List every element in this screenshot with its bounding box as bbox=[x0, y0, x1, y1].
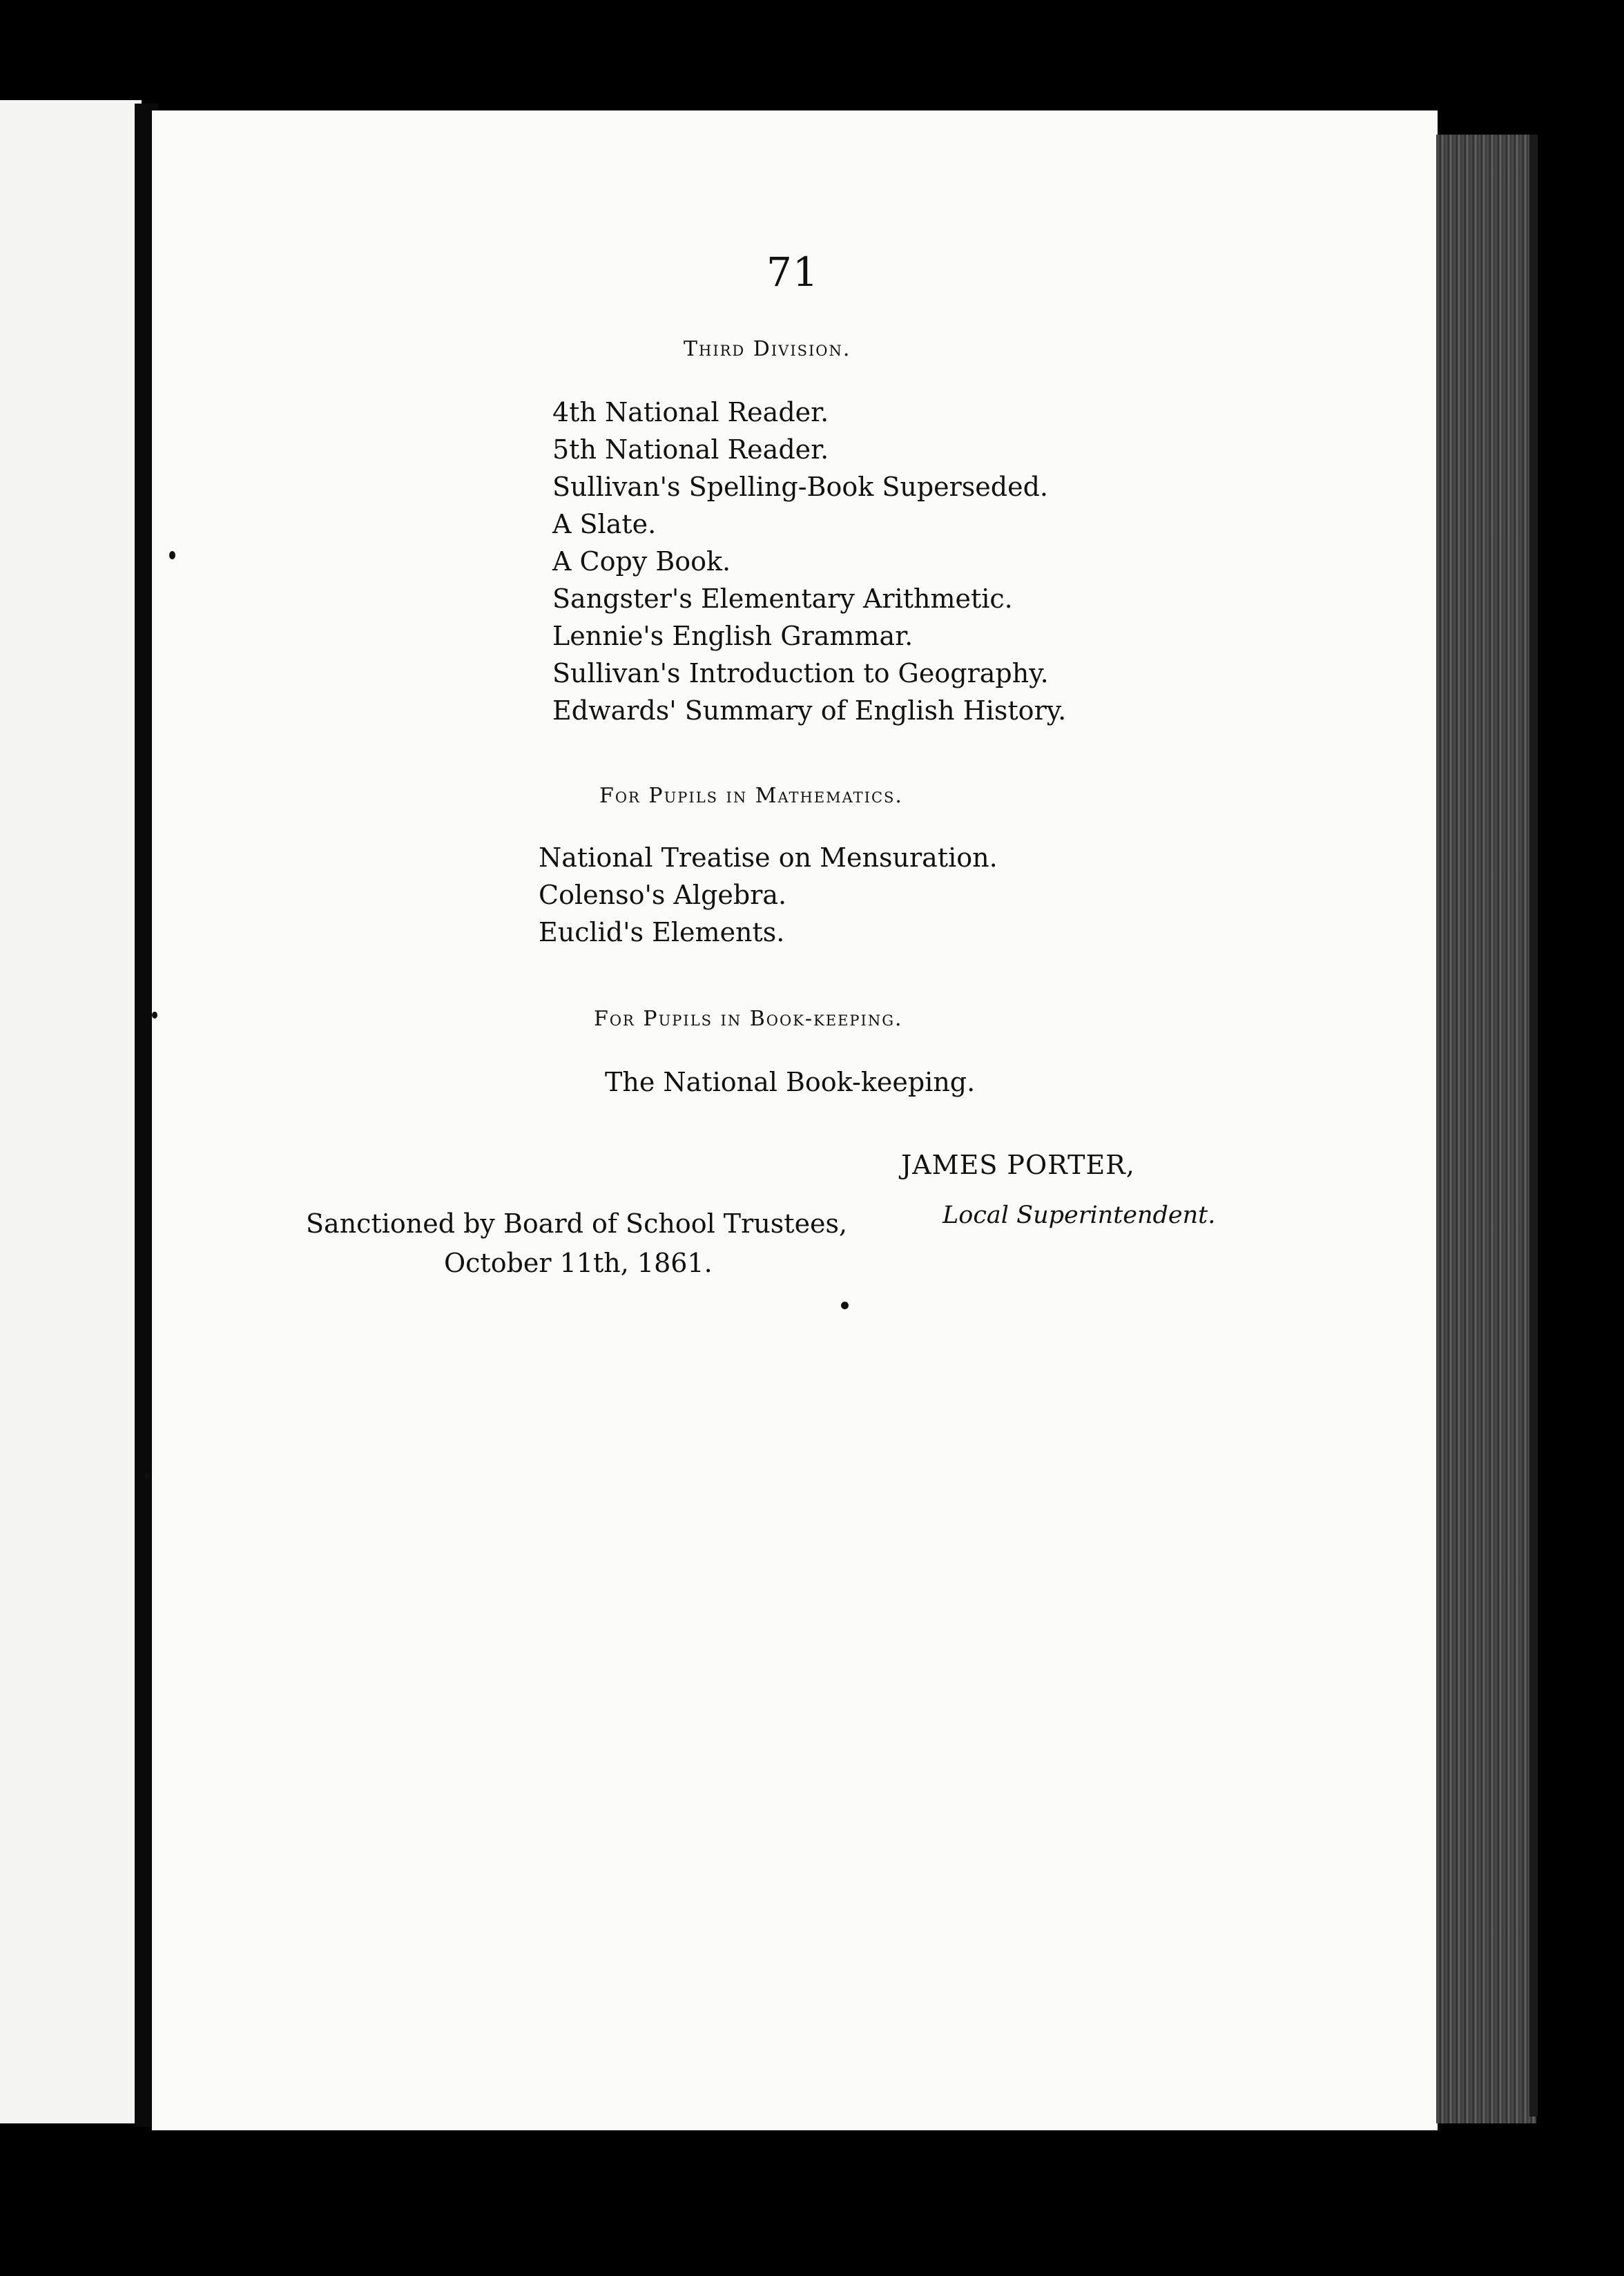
signature-title: Local Superintendent. bbox=[942, 1202, 1216, 1229]
book-item: A Copy Book. bbox=[552, 546, 731, 577]
sanction-line-2: October 11th, 1861. bbox=[444, 1248, 713, 1278]
book-list-third-division bbox=[552, 394, 1066, 729]
section-heading-third-division: Third Division. bbox=[684, 337, 851, 361]
page-edges-outer bbox=[1529, 135, 1538, 2116]
scan-speck bbox=[152, 1012, 157, 1019]
book-item: Lennie's English Grammar. bbox=[552, 621, 914, 651]
book-item: Edwards' Summary of English History. bbox=[552, 695, 1067, 726]
scan-speck bbox=[169, 551, 175, 559]
book-list-book-keeping bbox=[605, 1063, 975, 1101]
sanction-line-1: Sanctioned by Board of School Trustees, bbox=[306, 1208, 848, 1239]
book-item: National Treatise on Mensuration. bbox=[539, 842, 998, 873]
page-number: 71 bbox=[766, 249, 819, 296]
book-item: A Slate. bbox=[552, 509, 657, 539]
page-edges bbox=[1436, 135, 1536, 2123]
scan-speck bbox=[145, 1473, 150, 1479]
book-item: Sangster's Elementary Arithmetic. bbox=[552, 584, 1013, 614]
book-item: The National Book-keeping. bbox=[605, 1067, 976, 1097]
book-item: Euclid's Elements. bbox=[539, 917, 785, 947]
book-list-mathematics bbox=[539, 839, 998, 951]
book-item: Sullivan's Introduction to Geography. bbox=[552, 658, 1049, 688]
book-item: Colenso's Algebra. bbox=[539, 880, 787, 910]
book-item: Sullivan's Spelling-Book Superseded. bbox=[552, 472, 1049, 502]
scan-speck bbox=[841, 1302, 849, 1309]
signature-name: JAMES PORTER, bbox=[901, 1150, 1135, 1180]
book-item: 4th National Reader. bbox=[552, 397, 829, 427]
previous-page-edge bbox=[0, 100, 142, 2123]
section-heading-mathematics: For Pupils in Mathematics. bbox=[599, 784, 903, 808]
book-item: 5th National Reader. bbox=[552, 434, 829, 465]
section-heading-book-keeping: For Pupils in Book-keeping. bbox=[594, 1007, 903, 1031]
